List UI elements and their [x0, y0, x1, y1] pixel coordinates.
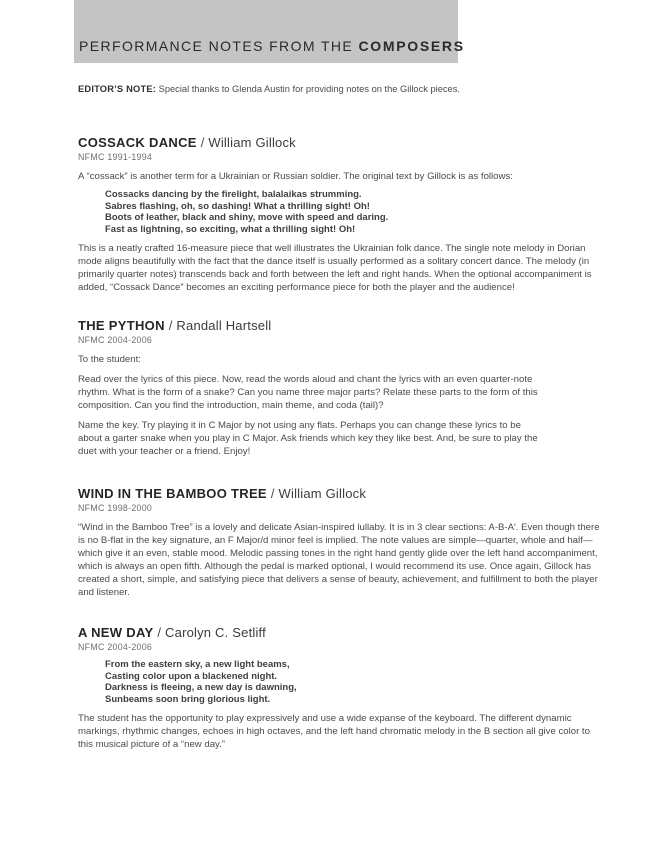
page-title [79, 38, 465, 54]
section-the-python [78, 318, 600, 458]
piece-heading [78, 625, 600, 640]
nfmc-years: NFMC 2004-2006 [78, 335, 153, 345]
page-title-regular: PERFORMANCE NOTES FROM THE [79, 38, 354, 54]
section-cossack-dance [78, 135, 600, 294]
title-composer-separator: / [270, 486, 275, 501]
page-content [78, 63, 600, 751]
section-wind-in-the-bamboo-tree [78, 486, 600, 599]
nfmc-years: NFMC 1998-2000 [78, 503, 153, 513]
nfmc-years: NFMC 2004-2006 [78, 642, 153, 652]
intro-paragraph: A “cossack” is another term for a Ukrainian or Russian soldier. The original text by Gillock is as follows: [78, 171, 513, 182]
lyrics-block [105, 189, 600, 235]
verse-line: Darkness is fleeing, a new day is dawning, [105, 682, 297, 693]
intro-paragraph: To the student: [78, 354, 141, 365]
composer-name: Carolyn C. Setliff [165, 625, 266, 640]
piece-heading [78, 486, 600, 501]
body-paragraph: The student has the opportunity to play expressively and use a wide expanse of the keyboard. The different dynamic markings, rhythmic changes, echoes in high octaves, and the left hand chromatic melody in the B section all give color to this musical picture of a “new day.” [78, 713, 590, 750]
piece-title: COSSACK DANCE [78, 135, 197, 150]
composer-name: William Gillock [278, 486, 367, 501]
verse-line: Fast as lightning, so exciting, what a thrilling sight! Oh! [105, 223, 356, 235]
body-paragraph: “Wind in the Bamboo Tree” is a lovely and delicate Asian-inspired lullaby. It is in 3 clear sections: A-B-A′. Even though there is no B-flat in the key signature, an F Major/d minor feel is implied. The note values are simple—quarter, whole and half—which give it an even, stable mood. Melodic passing tones in the right hand gently glide over the left hand accompaniment, which is always an open fifth. Although the pedal is marked optional, I would recommend its use. Once again, Gillock has created a short, simple, and satisfying piece that delivers a sense of beauty, achievement, and fulfillment to both the player and listener. [78, 522, 600, 598]
student-paragraph-2: Name the key. Try playing it in C Major by not using any flats. Perhaps you can change these lyrics to be about a garter snake when you play in C Major. Ask friends which key they like best. And, be sure to play the duet with your teacher or a friend. Enjoy! [78, 420, 538, 457]
composer-name: Randall Hartsell [176, 318, 272, 333]
verse-line: Casting color upon a blackened night. [105, 670, 278, 682]
editor-note-text: Special thanks to Glenda Austin for providing notes on the Gillock pieces. [158, 84, 460, 94]
piece-title: A NEW DAY [78, 625, 154, 640]
verse-line: Boots of leather, black and shiny, move with speed and daring. [105, 212, 389, 223]
nfmc-years: NFMC 1991-1994 [78, 152, 153, 162]
section-a-new-day [78, 625, 600, 751]
title-composer-separator: / [168, 318, 173, 333]
student-paragraph-1: Read over the lyrics of this piece. Now, read the words aloud and chant the lyrics with an even quarter-note rhythm. What is the form of a snake? Can you name three major parts? Relate these parts to the form of this composition. Can you find the introduction, main theme, and coda (tail)? [78, 374, 538, 411]
piece-title: THE PYTHON [78, 318, 165, 333]
editor-note-label: EDITOR’S NOTE: [78, 84, 157, 94]
composer-name: William Gillock [208, 135, 296, 150]
page-header-banner [74, 0, 465, 63]
lyrics-block [105, 659, 600, 705]
piece-heading [78, 318, 600, 333]
page-title-bold: COMPOSERS [358, 38, 465, 54]
piece-title: WIND IN THE BAMBOO TREE [78, 486, 267, 501]
body-paragraph: This is a neatly crafted 16-measure piece that well illustrates the Ukrainian folk dance. The single note melody in Dorian mode aligns beautifully with the fact that the dance itself is usually performed as a solitary concert dance. The melody (in primarily quarter notes) transcends back and forth between the left and right hands. When the optional accompaniment is added, “Cossack Dance” becomes an exciting performance piece for both the player and the audience! [78, 243, 592, 293]
title-composer-separator: / [200, 135, 205, 150]
piece-heading [78, 135, 600, 150]
verse-line: From the eastern sky, a new light beams, [105, 659, 290, 670]
verse-line: Sabres flashing, oh, so dashing! What a thrilling sight! Oh! [105, 200, 370, 212]
editor-note [78, 83, 600, 95]
verse-line: Sunbeams soon bring glorious light. [105, 693, 271, 705]
verse-line: Cossacks dancing by the firelight, balalaikas strumming. [105, 189, 362, 200]
title-composer-separator: / [157, 625, 162, 640]
